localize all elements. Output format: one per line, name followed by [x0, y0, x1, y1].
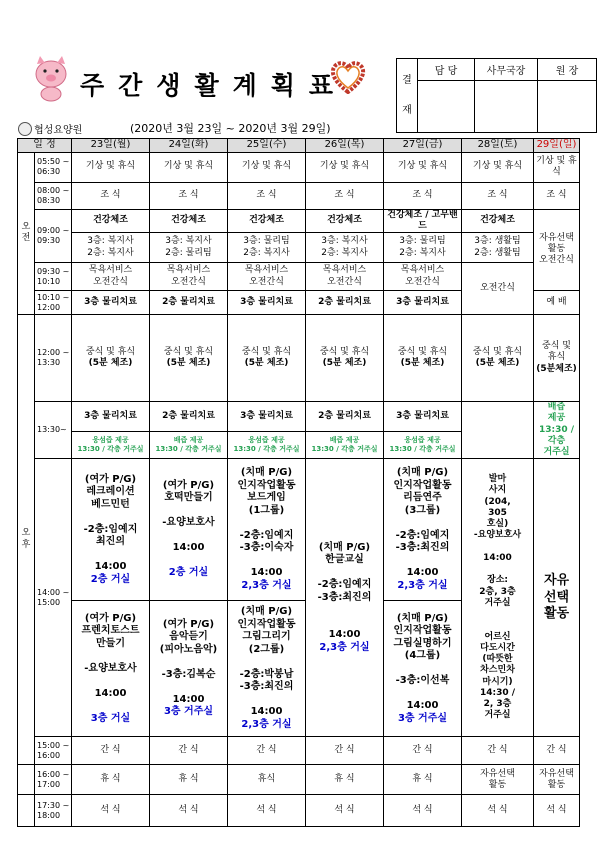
cell: 기상 및 휴식	[150, 152, 228, 182]
cell	[462, 402, 534, 459]
cell-sun-juice: 배즙 제공 13:30 / 각층 거주실	[534, 402, 580, 459]
cell: 3층: 물리팀 2층: 복지사	[228, 233, 306, 263]
cell: 3층: 복지사 2층: 물리팀	[150, 233, 228, 263]
program-cell: (치매 P/G) 인지작업활동 리듬연주 (3그룹) -2층:임예지 -3층:최진의 14:00 2,3층 거실	[384, 459, 462, 601]
cell: 건강체조	[306, 209, 384, 233]
cell: 휴 식	[150, 765, 228, 795]
cell: 간 식	[462, 737, 534, 765]
time-slot: 09:30 ~ 10:10	[35, 263, 72, 291]
approval-table	[396, 58, 597, 133]
cell: 2층 물리치료	[306, 402, 384, 432]
cell: 3층 물리치료	[228, 291, 306, 315]
cell: 석 식	[150, 795, 228, 827]
cell: 석 식	[462, 795, 534, 827]
cell: 자유선택 활동	[534, 765, 580, 795]
program-cell: (여가 P/G) 음악듣기 (피아노음악) -3층:김복순 14:00 3층 거주실	[150, 601, 228, 737]
pig-logo-icon	[28, 52, 74, 102]
program-cell: (치매 P/G) 한글교실 -2층:임예지 -3층:최진의 14:00 2,3층 거실	[306, 459, 384, 737]
time-slot: 12:00 ~ 13:30	[35, 315, 72, 402]
cell: 3층 물리치료	[384, 402, 462, 432]
cell: 기상 및 휴식	[72, 152, 150, 182]
program-cell: (여가 P/G) 레크레이션 베드민턴 -2층:임예지 최진의 14:00 2층 거실	[72, 459, 150, 601]
col-header-mon: 23일(월)	[72, 139, 150, 153]
program-cell: (여가 P/G) 호떡만들기 -요양보호사 14:00 2층 거실	[150, 459, 228, 601]
institution: 협성요양원	[18, 121, 82, 136]
cell: 휴 식	[306, 765, 384, 795]
program-cell: (치매 P/G) 인지작업활동 그림그리기 (2그룹) -2층:박봉남 -3층:최진의 14:00 2,3층 거실	[228, 601, 306, 737]
cell: 3층 물리치료	[228, 402, 306, 432]
cell: 휴 식	[384, 765, 462, 795]
cell: 웅섬즙 제공 13:30 / 각층 거주실	[228, 431, 306, 459]
cell: 석 식	[72, 795, 150, 827]
col-header-sat: 28일(토)	[462, 139, 534, 153]
cell: 중식 및 휴식 (5분 체조)	[462, 315, 534, 402]
cell: 조 식	[534, 182, 580, 209]
col-header-sun: 29일(일)	[534, 139, 580, 153]
cell-sun-am: 자유선택 활동 오전간식	[534, 209, 580, 291]
cell: 2층 물리치료	[150, 291, 228, 315]
cell: 간 식	[384, 737, 462, 765]
cell: 배즙 제공 13:30 / 각층 거주실	[150, 431, 228, 459]
cell: 건강체조 / 고무밴드	[384, 209, 462, 233]
section-blank	[18, 795, 35, 827]
cell: 중식 및 휴식 (5분 체조)	[228, 315, 306, 402]
cell: 중식 및 휴식 (5분 체조)	[150, 315, 228, 402]
cell: 건강체조	[228, 209, 306, 233]
program-cell: (치매 P/G) 인지작업활동 보드게임 (1그룹) -2층:임예지 -3층:이숙자 14:00 2,3층 거실	[228, 459, 306, 601]
cell: 목욕서비스 오전간식	[228, 263, 306, 291]
cell: 중식 및 휴식 (5분체조)	[534, 315, 580, 402]
page-title: 주간생활계획표	[80, 71, 348, 100]
cell: 배즙 제공 13:30 / 각층 거주실	[306, 431, 384, 459]
cell: 2층 물리치료	[306, 291, 384, 315]
program-cell: (치매 P/G) 인지작업활동 그림실명하기 (4그룹) -3층:이선복 14:00 3층 거주실	[384, 601, 462, 737]
cell: 간 식	[534, 737, 580, 765]
program-cell-sun: 자유 선택 활동	[534, 459, 580, 737]
cell: 3층 물리치료	[72, 402, 150, 432]
cell: 조 식	[72, 182, 150, 209]
program-cell: (여가 P/G) 프렌치토스트 만들기 -요양보호사 14:00 3층 거실	[72, 601, 150, 737]
cell: 석 식	[534, 795, 580, 827]
time-slot: 05:50 ~ 06:30	[35, 152, 72, 182]
cell: 웅섬즙 제공 13:30 / 각층 거주실	[384, 431, 462, 459]
cell: 간 식	[228, 737, 306, 765]
cell: 중식 및 휴식 (5분 체조)	[384, 315, 462, 402]
approval-sign-1[interactable]	[418, 81, 475, 133]
cell: 3층: 복지사 2층: 복지사	[72, 233, 150, 263]
cell: 3층: 복지사 2층: 복지사	[306, 233, 384, 263]
approval-role-3: 원 장	[538, 59, 597, 81]
cell: 건강체조	[462, 209, 534, 233]
cell: 목욕서비스 오전간식	[384, 263, 462, 291]
approval-sign-3[interactable]	[538, 81, 597, 133]
time-slot: 10:10 ~ 12:00	[35, 291, 72, 315]
col-header-thu: 26일(목)	[306, 139, 384, 153]
col-header-wed: 25일(수)	[228, 139, 306, 153]
cell: 목욕서비스 오전간식	[72, 263, 150, 291]
cell: 석 식	[306, 795, 384, 827]
approval-role-2: 사무국장	[475, 59, 538, 81]
col-header-fri: 27일(금)	[384, 139, 462, 153]
col-header-tue: 24일(화)	[150, 139, 228, 153]
cell: 건강체조	[150, 209, 228, 233]
cell: 기상 및 휴식	[534, 152, 580, 182]
cell: 3층: 물리팀 2층: 복지사	[384, 233, 462, 263]
cell: 3층: 생활팀 2층: 생활팀	[462, 233, 534, 263]
cell: 간 식	[306, 737, 384, 765]
cell: 예 배	[534, 291, 580, 315]
cell: 석 식	[228, 795, 306, 827]
cell: 간 식	[72, 737, 150, 765]
program-cell-sat: 발마 사지 (204, 305 호실) -요양보호사 14:00 장소: 2층, 3층 거주실 어르신 다도시간 (따뜻한 차스민차 마시기) 14:30 / 2, 3층 거주실	[462, 459, 534, 737]
cell: 조 식	[228, 182, 306, 209]
section-am: 오전	[18, 152, 35, 315]
approval-label: 결재	[397, 59, 418, 133]
cell: 자유선택 활동	[462, 765, 534, 795]
time-slot: 15:00 ~ 16:00	[35, 737, 72, 765]
period: (2020년 3월 23일 ~ 2020년 3월 29일)	[130, 122, 331, 135]
schedule-table	[17, 138, 580, 827]
heart-wreath-icon	[330, 60, 366, 94]
time-slot: 17:30 ~ 18:00	[35, 795, 72, 827]
cell: 조 식	[306, 182, 384, 209]
cell: 석 식	[384, 795, 462, 827]
cell: 목욕서비스 오전간식	[150, 263, 228, 291]
cell: 휴 식	[72, 765, 150, 795]
time-slot: 08:00 ~ 08:30	[35, 182, 72, 209]
cell: 조 식	[384, 182, 462, 209]
cell: 중식 및 휴식 (5분 체조)	[72, 315, 150, 402]
approval-role-1: 담 당	[418, 59, 475, 81]
cell: 조 식	[150, 182, 228, 209]
approval-sign-2[interactable]	[475, 81, 538, 133]
cell: 3층 물리치료	[72, 291, 150, 315]
time-slot: 14:00 ~ 15:00	[35, 459, 72, 737]
time-slot: 16:00 ~ 17:00	[35, 765, 72, 795]
section-pm: 오후	[18, 315, 35, 765]
cell: 기상 및 휴식	[306, 152, 384, 182]
cell: 기상 및 휴식	[384, 152, 462, 182]
institution-logo-icon	[18, 122, 32, 136]
cell: 휴식	[228, 765, 306, 795]
cell: 기상 및 휴식	[462, 152, 534, 182]
cell: 오전간식	[462, 263, 534, 315]
cell: 기상 및 휴식	[228, 152, 306, 182]
cell: 건강체조	[72, 209, 150, 233]
cell: 중식 및 휴식 (5분 체조)	[306, 315, 384, 402]
time-slot: 13:30~	[35, 402, 72, 459]
cell: 2층 물리치료	[150, 402, 228, 432]
cell: 목욕서비스 오전간식	[306, 263, 384, 291]
cell: 조 식	[462, 182, 534, 209]
time-slot: 09:00 ~ 09:30	[35, 209, 72, 263]
cell: 3층 물리치료	[384, 291, 462, 315]
section-blank	[18, 765, 35, 795]
cell: 웅섬즙 제공 13:30 / 각층 거주실	[72, 431, 150, 459]
cell: 간 식	[150, 737, 228, 765]
col-header-label: 일 정	[18, 139, 72, 153]
